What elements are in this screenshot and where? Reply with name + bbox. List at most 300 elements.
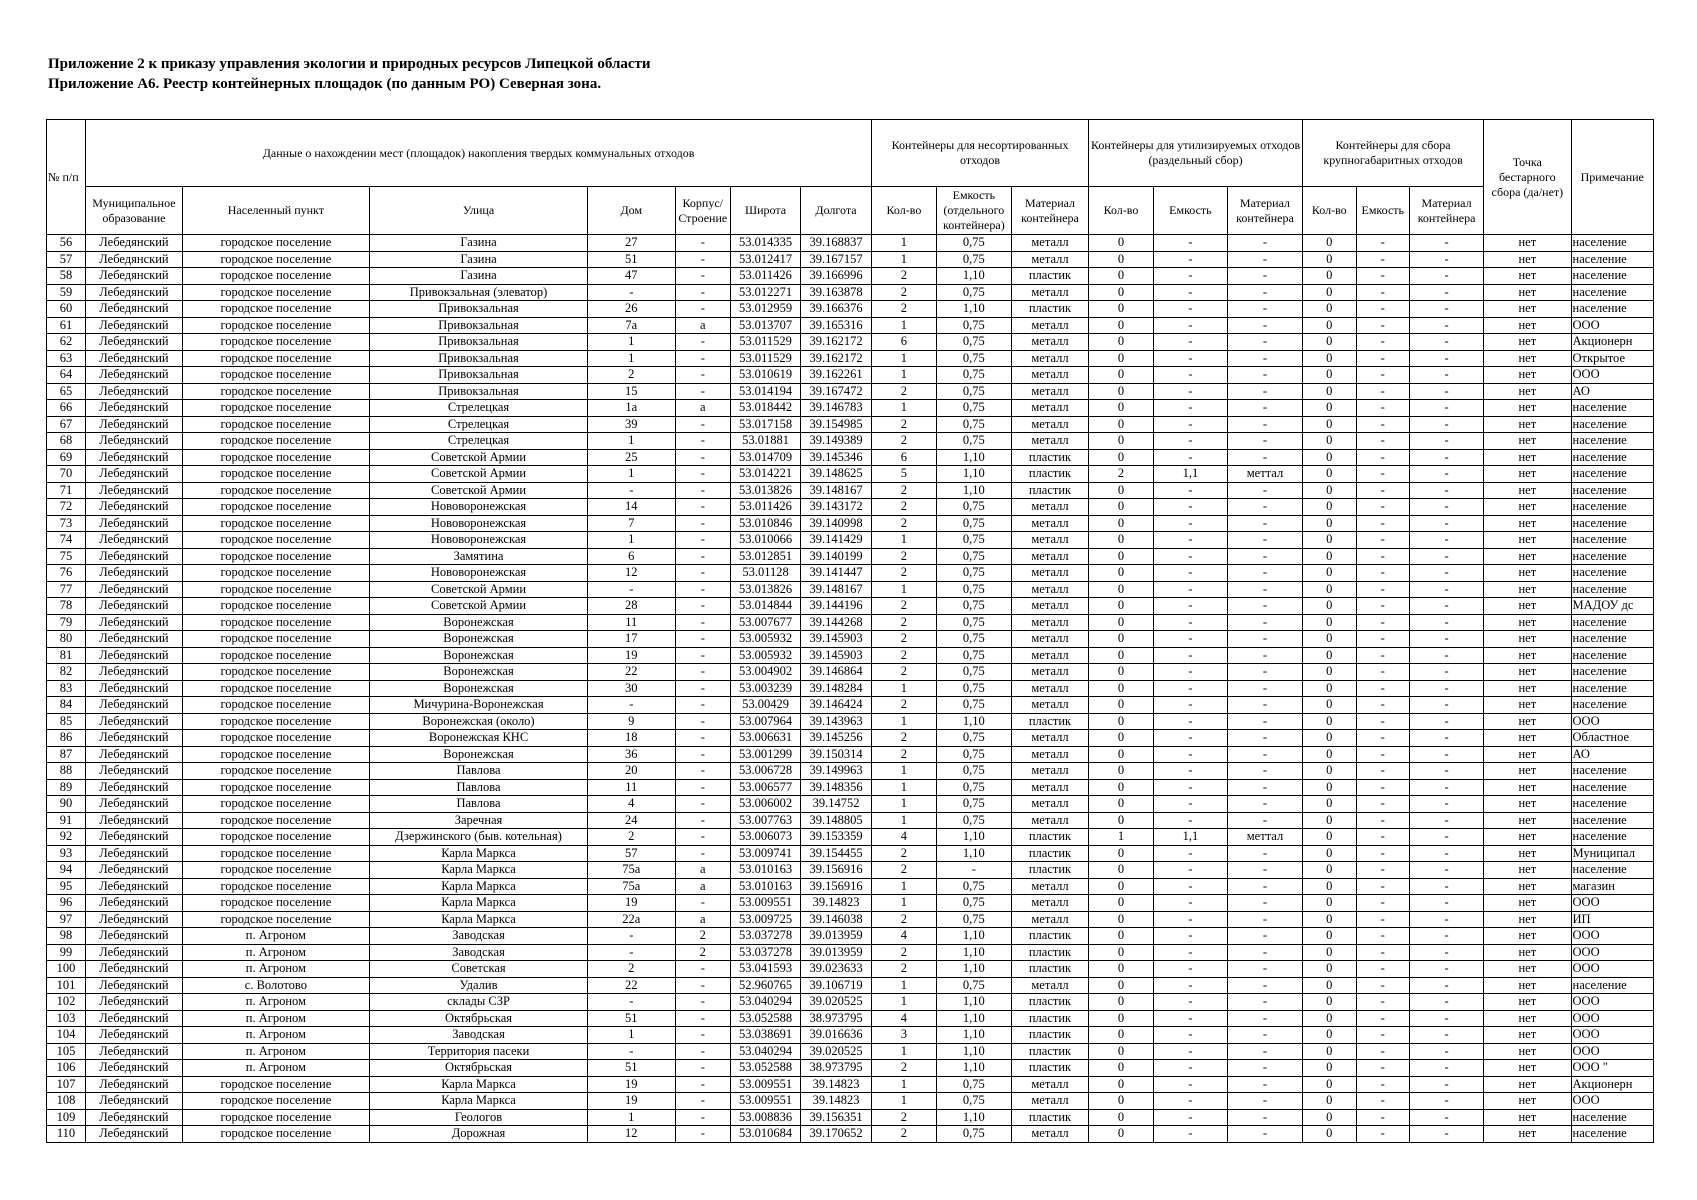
header-b-material: Материал контейнера [1410, 187, 1484, 235]
cell-municipality: Лебедянский [86, 548, 183, 565]
cell-b-material: - [1410, 334, 1484, 351]
cell-u-capacity: 1,10 [936, 482, 1011, 499]
cell-b-count: 0 [1303, 532, 1356, 549]
cell-settlement: городское поселение [182, 730, 369, 747]
cell-r-capacity: - [1153, 977, 1227, 994]
cell-house: 2 [588, 829, 675, 846]
cell-building: - [675, 1027, 731, 1044]
cell-settlement: городское поселение [182, 268, 369, 285]
cell-municipality: Лебедянский [86, 433, 183, 450]
cell-lon: 39.145903 [801, 647, 872, 664]
cell-b-material: - [1410, 400, 1484, 417]
cell-b-material: - [1410, 235, 1484, 252]
cell-num: 110 [47, 1126, 86, 1143]
cell-lat: 53.009725 [731, 911, 801, 928]
cell-b-capacity: - [1356, 796, 1409, 813]
cell-street: Газина [369, 268, 587, 285]
cell-r-capacity: - [1153, 317, 1227, 334]
table-row [47, 268, 1654, 285]
cell-u-material: металл [1011, 697, 1088, 714]
cell-u-material: пластик [1011, 928, 1088, 945]
cell-r-capacity: - [1153, 235, 1227, 252]
cell-point: нет [1484, 251, 1571, 268]
cell-municipality: Лебедянский [86, 779, 183, 796]
cell-house: 24 [588, 812, 675, 829]
cell-point: нет [1484, 911, 1571, 928]
cell-b-material: - [1410, 812, 1484, 829]
cell-u-capacity: 0,75 [936, 383, 1011, 400]
cell-settlement: п. Агроном [182, 1010, 369, 1027]
cell-lon: 39.145903 [801, 631, 872, 648]
table-row [47, 763, 1654, 780]
cell-r-capacity: - [1153, 845, 1227, 862]
cell-lat: 53.011426 [731, 268, 801, 285]
cell-u-count: 1 [872, 235, 937, 252]
cell-point: нет [1484, 796, 1571, 813]
cell-u-capacity: - [936, 862, 1011, 879]
cell-u-count: 1 [872, 350, 937, 367]
cell-point: нет [1484, 631, 1571, 648]
cell-point: нет [1484, 548, 1571, 565]
cell-point: нет [1484, 532, 1571, 549]
cell-street: Стрелецкая [369, 400, 587, 417]
cell-num: 93 [47, 845, 86, 862]
cell-lon: 39.156916 [801, 862, 872, 879]
cell-street: Карла Маркса [369, 911, 587, 928]
cell-settlement: городское поселение [182, 317, 369, 334]
cell-b-capacity: - [1356, 680, 1409, 697]
table-row [47, 350, 1654, 367]
cell-u-material: металл [1011, 317, 1088, 334]
cell-r-material: - [1227, 416, 1302, 433]
cell-u-capacity: 1,10 [936, 928, 1011, 945]
header-note: Примечание [1571, 120, 1653, 235]
registry-table [46, 119, 1654, 1143]
cell-u-count: 2 [872, 730, 937, 747]
cell-num: 71 [47, 482, 86, 499]
cell-r-material: - [1227, 433, 1302, 450]
cell-lat: 53.004902 [731, 664, 801, 681]
cell-point: нет [1484, 1060, 1571, 1077]
cell-u-count: 2 [872, 482, 937, 499]
cell-building: - [675, 697, 731, 714]
cell-note: население [1571, 1126, 1653, 1143]
cell-lon: 39.166996 [801, 268, 872, 285]
cell-b-count: 0 [1303, 911, 1356, 928]
cell-point: нет [1484, 1093, 1571, 1110]
cell-b-material: - [1410, 449, 1484, 466]
cell-house: 1 [588, 1027, 675, 1044]
cell-u-count: 3 [872, 1027, 937, 1044]
cell-r-material: - [1227, 317, 1302, 334]
cell-settlement: городское поселение [182, 647, 369, 664]
cell-lon: 39.154455 [801, 845, 872, 862]
cell-b-material: - [1410, 515, 1484, 532]
cell-u-material: металл [1011, 598, 1088, 615]
cell-lon: 38.973795 [801, 1060, 872, 1077]
cell-u-capacity: 0,75 [936, 334, 1011, 351]
cell-u-capacity: 0,75 [936, 499, 1011, 516]
cell-note: ИП [1571, 911, 1653, 928]
cell-u-capacity: 1,10 [936, 994, 1011, 1011]
cell-street: Воронежская [369, 647, 587, 664]
cell-municipality: Лебедянский [86, 730, 183, 747]
cell-u-count: 1 [872, 317, 937, 334]
cell-municipality: Лебедянский [86, 449, 183, 466]
cell-b-count: 0 [1303, 499, 1356, 516]
cell-note: население [1571, 400, 1653, 417]
cell-b-capacity: - [1356, 697, 1409, 714]
cell-u-material: металл [1011, 499, 1088, 516]
cell-r-material: - [1227, 301, 1302, 318]
cell-r-count: 0 [1089, 367, 1154, 384]
cell-num: 98 [47, 928, 86, 945]
cell-b-material: - [1410, 730, 1484, 747]
cell-u-count: 2 [872, 845, 937, 862]
cell-house: 14 [588, 499, 675, 516]
cell-point: нет [1484, 449, 1571, 466]
cell-street: Привокзальная [369, 383, 587, 400]
cell-house: 1а [588, 400, 675, 417]
cell-r-count: 0 [1089, 334, 1154, 351]
cell-u-material: металл [1011, 235, 1088, 252]
cell-lat: 53.005932 [731, 647, 801, 664]
cell-b-count: 0 [1303, 697, 1356, 714]
cell-lat: 53.013826 [731, 482, 801, 499]
cell-r-material: меттал [1227, 829, 1302, 846]
cell-num: 90 [47, 796, 86, 813]
cell-r-material: - [1227, 862, 1302, 879]
cell-settlement: городское поселение [182, 499, 369, 516]
cell-num: 57 [47, 251, 86, 268]
header-num: № п/п [47, 120, 86, 235]
cell-lat: 53.041593 [731, 961, 801, 978]
cell-building: - [675, 1010, 731, 1027]
cell-house: 22а [588, 911, 675, 928]
cell-num: 63 [47, 350, 86, 367]
cell-point: нет [1484, 730, 1571, 747]
cell-r-capacity: - [1153, 565, 1227, 582]
cell-b-count: 0 [1303, 317, 1356, 334]
cell-b-material: - [1410, 1076, 1484, 1093]
cell-note: ООО [1571, 317, 1653, 334]
cell-lon: 39.020525 [801, 1043, 872, 1060]
cell-b-material: - [1410, 961, 1484, 978]
cell-u-count: 1 [872, 1076, 937, 1093]
cell-r-material: - [1227, 647, 1302, 664]
cell-r-material: - [1227, 565, 1302, 582]
cell-point: нет [1484, 1126, 1571, 1143]
cell-u-capacity: 0,75 [936, 746, 1011, 763]
cell-building: - [675, 383, 731, 400]
cell-municipality: Лебедянский [86, 664, 183, 681]
cell-num: 59 [47, 284, 86, 301]
cell-num: 104 [47, 1027, 86, 1044]
cell-building: - [675, 598, 731, 615]
cell-u-capacity: 0,75 [936, 367, 1011, 384]
header-r-count: Кол-во [1089, 187, 1154, 235]
cell-r-count: 0 [1089, 1043, 1154, 1060]
cell-b-capacity: - [1356, 581, 1409, 598]
cell-settlement: городское поселение [182, 796, 369, 813]
cell-u-count: 4 [872, 1010, 937, 1027]
cell-r-capacity: - [1153, 598, 1227, 615]
cell-u-material: пластик [1011, 944, 1088, 961]
cell-street: Дзержинского (быв. котельная) [369, 829, 587, 846]
cell-lat: 53.006631 [731, 730, 801, 747]
cell-r-count: 0 [1089, 235, 1154, 252]
cell-house: 75а [588, 878, 675, 895]
cell-num: 97 [47, 911, 86, 928]
cell-building: - [675, 1126, 731, 1143]
cell-building: - [675, 994, 731, 1011]
cell-u-capacity: 0,75 [936, 532, 1011, 549]
cell-r-capacity: - [1153, 878, 1227, 895]
table-row [47, 433, 1654, 450]
cell-municipality: Лебедянский [86, 697, 183, 714]
cell-house: 28 [588, 598, 675, 615]
cell-u-count: 6 [872, 449, 937, 466]
cell-municipality: Лебедянский [86, 1093, 183, 1110]
cell-r-capacity: - [1153, 895, 1227, 912]
cell-street: Павлова [369, 779, 587, 796]
cell-b-capacity: - [1356, 1109, 1409, 1126]
cell-municipality: Лебедянский [86, 482, 183, 499]
cell-num: 81 [47, 647, 86, 664]
cell-r-count: 0 [1089, 796, 1154, 813]
cell-b-material: - [1410, 565, 1484, 582]
cell-u-count: 2 [872, 284, 937, 301]
cell-building: а [675, 911, 731, 928]
cell-municipality: Лебедянский [86, 367, 183, 384]
cell-building: а [675, 878, 731, 895]
cell-settlement: городское поселение [182, 383, 369, 400]
cell-u-count: 2 [872, 433, 937, 450]
cell-b-capacity: - [1356, 532, 1409, 549]
cell-municipality: Лебедянский [86, 284, 183, 301]
cell-b-capacity: - [1356, 779, 1409, 796]
cell-u-material: металл [1011, 763, 1088, 780]
cell-b-count: 0 [1303, 515, 1356, 532]
cell-point: нет [1484, 598, 1571, 615]
cell-house: 47 [588, 268, 675, 285]
cell-municipality: Лебедянский [86, 1126, 183, 1143]
cell-u-count: 1 [872, 400, 937, 417]
cell-note: ООО [1571, 895, 1653, 912]
cell-street: Воронежская (около) [369, 713, 587, 730]
cell-house: 25 [588, 449, 675, 466]
cell-building: - [675, 482, 731, 499]
cell-street: Воронежская [369, 664, 587, 681]
cell-u-count: 2 [872, 383, 937, 400]
cell-building: - [675, 680, 731, 697]
title-line-2: Приложение А6. Реестр контейнерных площадок (по данным РО) Северная зона. [48, 76, 602, 92]
cell-r-count: 0 [1089, 697, 1154, 714]
cell-b-material: - [1410, 614, 1484, 631]
cell-street: Советской Армии [369, 449, 587, 466]
cell-point: нет [1484, 268, 1571, 285]
cell-r-count: 0 [1089, 581, 1154, 598]
cell-r-capacity: - [1153, 1076, 1227, 1093]
cell-r-count: 0 [1089, 647, 1154, 664]
cell-point: нет [1484, 614, 1571, 631]
cell-settlement: городское поселение [182, 416, 369, 433]
cell-u-capacity: 1,10 [936, 301, 1011, 318]
cell-street: Советской Армии [369, 581, 587, 598]
cell-num: 94 [47, 862, 86, 879]
cell-u-material: пластик [1011, 1109, 1088, 1126]
cell-point: нет [1484, 565, 1571, 582]
document-titles [48, 54, 651, 94]
cell-u-material: металл [1011, 911, 1088, 928]
cell-point: нет [1484, 845, 1571, 862]
header-bulky-group: Контейнеры для сбора крупногабаритных отходов [1303, 120, 1484, 187]
cell-house: 18 [588, 730, 675, 747]
cell-num: 103 [47, 1010, 86, 1027]
cell-r-capacity: - [1153, 664, 1227, 681]
cell-r-material: - [1227, 746, 1302, 763]
cell-num: 79 [47, 614, 86, 631]
cell-r-material: - [1227, 1076, 1302, 1093]
cell-u-count: 1 [872, 532, 937, 549]
cell-lat: 53.007763 [731, 812, 801, 829]
cell-note: население [1571, 301, 1653, 318]
cell-u-material: металл [1011, 878, 1088, 895]
cell-r-count: 0 [1089, 1060, 1154, 1077]
cell-note: население [1571, 680, 1653, 697]
cell-r-material: - [1227, 367, 1302, 384]
cell-u-capacity: 0,75 [936, 631, 1011, 648]
cell-building: - [675, 284, 731, 301]
cell-lat: 53.014709 [731, 449, 801, 466]
cell-house: 36 [588, 746, 675, 763]
cell-building: а [675, 862, 731, 879]
cell-b-material: - [1410, 482, 1484, 499]
cell-lat: 53.052588 [731, 1010, 801, 1027]
cell-note: население [1571, 482, 1653, 499]
cell-num: 82 [47, 664, 86, 681]
cell-r-count: 0 [1089, 449, 1154, 466]
cell-r-count: 0 [1089, 598, 1154, 615]
cell-u-capacity: 0,75 [936, 433, 1011, 450]
cell-house: - [588, 994, 675, 1011]
cell-r-material: - [1227, 1043, 1302, 1060]
cell-point: нет [1484, 1076, 1571, 1093]
cell-num: 95 [47, 878, 86, 895]
cell-street: Нововоронежская [369, 565, 587, 582]
cell-municipality: Лебедянский [86, 631, 183, 648]
cell-settlement: городское поселение [182, 367, 369, 384]
cell-house: 57 [588, 845, 675, 862]
cell-house: - [588, 482, 675, 499]
cell-r-count: 0 [1089, 614, 1154, 631]
cell-lon: 39.162172 [801, 350, 872, 367]
cell-b-count: 0 [1303, 961, 1356, 978]
cell-house: 1 [588, 433, 675, 450]
cell-num: 66 [47, 400, 86, 417]
cell-r-capacity: - [1153, 1109, 1227, 1126]
cell-lat: 53.013707 [731, 317, 801, 334]
cell-r-capacity: - [1153, 730, 1227, 747]
cell-lat: 53.010846 [731, 515, 801, 532]
cell-u-count: 4 [872, 928, 937, 945]
cell-b-capacity: - [1356, 449, 1409, 466]
cell-b-material: - [1410, 383, 1484, 400]
cell-point: нет [1484, 746, 1571, 763]
cell-point: нет [1484, 383, 1571, 400]
cell-lon: 39.170652 [801, 1126, 872, 1143]
cell-u-count: 1 [872, 680, 937, 697]
cell-u-capacity: 0,75 [936, 400, 1011, 417]
cell-building: - [675, 499, 731, 516]
cell-u-count: 2 [872, 697, 937, 714]
cell-house: 15 [588, 383, 675, 400]
cell-settlement: городское поселение [182, 433, 369, 450]
cell-num: 61 [47, 317, 86, 334]
cell-b-material: - [1410, 779, 1484, 796]
cell-building: 2 [675, 928, 731, 945]
cell-r-count: 0 [1089, 251, 1154, 268]
cell-b-count: 0 [1303, 433, 1356, 450]
cell-r-capacity: - [1153, 515, 1227, 532]
cell-b-capacity: - [1356, 746, 1409, 763]
cell-street: Нововоронежская [369, 515, 587, 532]
cell-r-material: - [1227, 1093, 1302, 1110]
cell-b-capacity: - [1356, 1076, 1409, 1093]
cell-r-capacity: - [1153, 433, 1227, 450]
table-row [47, 994, 1654, 1011]
cell-u-capacity: 0,75 [936, 697, 1011, 714]
cell-building: - [675, 730, 731, 747]
cell-building: - [675, 565, 731, 582]
cell-lat: 53.006577 [731, 779, 801, 796]
table-row [47, 466, 1654, 483]
table-row [47, 895, 1654, 912]
cell-municipality: Лебедянский [86, 1010, 183, 1027]
cell-note: население [1571, 664, 1653, 681]
table-body [47, 235, 1654, 1143]
table-row [47, 581, 1654, 598]
cell-house: 22 [588, 664, 675, 681]
cell-lat: 53.040294 [731, 1043, 801, 1060]
cell-num: 108 [47, 1093, 86, 1110]
cell-lon: 39.140998 [801, 515, 872, 532]
cell-b-count: 0 [1303, 647, 1356, 664]
cell-municipality: Лебедянский [86, 928, 183, 945]
cell-r-count: 0 [1089, 713, 1154, 730]
cell-municipality: Лебедянский [86, 647, 183, 664]
cell-lon: 39.148284 [801, 680, 872, 697]
cell-municipality: Лебедянский [86, 994, 183, 1011]
cell-point: нет [1484, 284, 1571, 301]
cell-house: 7 [588, 515, 675, 532]
cell-settlement: п. Агроном [182, 944, 369, 961]
cell-r-count: 0 [1089, 1010, 1154, 1027]
cell-b-material: - [1410, 763, 1484, 780]
cell-house: 19 [588, 1093, 675, 1110]
header-r-material: Материал контейнера [1227, 187, 1302, 235]
cell-note: население [1571, 565, 1653, 582]
cell-u-capacity: 0,75 [936, 812, 1011, 829]
cell-municipality: Лебедянский [86, 499, 183, 516]
cell-r-capacity: - [1153, 746, 1227, 763]
cell-settlement: городское поселение [182, 581, 369, 598]
cell-municipality: Лебедянский [86, 515, 183, 532]
cell-num: 73 [47, 515, 86, 532]
cell-lon: 39.143963 [801, 713, 872, 730]
cell-note: ООО [1571, 713, 1653, 730]
cell-building: - [675, 515, 731, 532]
